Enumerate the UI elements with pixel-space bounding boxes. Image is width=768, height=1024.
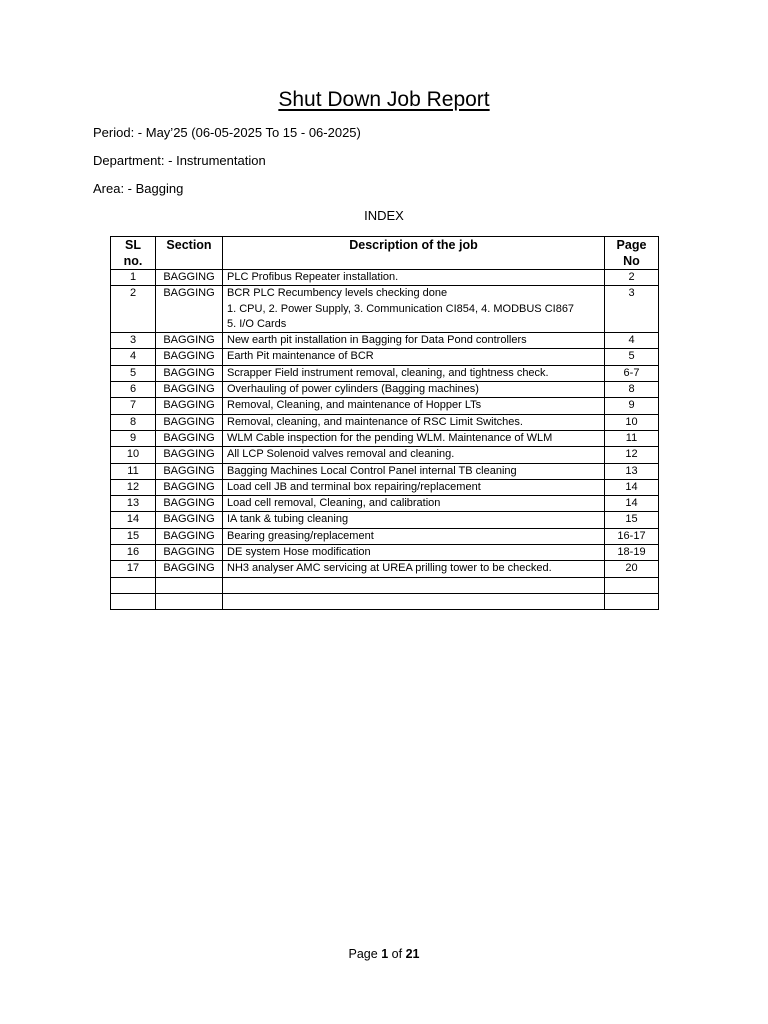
row-sl-no: 7 [111, 398, 156, 414]
row-description-line: 1. CPU, 2. Power Supply, 3. Communication CI854, 4. MODBUS CI867 [227, 302, 575, 315]
table-row [111, 561, 659, 577]
row-description [223, 349, 605, 365]
table-row [111, 382, 659, 398]
row-description-line: PLC Profibus Repeater installation. [227, 271, 399, 283]
row-description [223, 561, 605, 577]
table-row [111, 333, 659, 349]
department-line: Department: - Instrumentation [93, 153, 266, 168]
row-sl-no: 5 [111, 365, 156, 381]
row-description [223, 447, 605, 463]
header-description: Description of the job [223, 237, 605, 270]
row-sl-no: 11 [111, 463, 156, 479]
row-page-no: 9 [605, 398, 659, 414]
period-line: Period: - May’25 (06-05-2025 To 15 - 06-2025) [93, 125, 361, 140]
row-description-line: Removal, Cleaning, and maintenance of Hopper LTs [227, 399, 482, 412]
empty-cell [111, 577, 156, 593]
header-page-no [605, 237, 659, 270]
row-sl-no: 9 [111, 430, 156, 446]
row-description-line: New earth pit installation in Bagging for Data Pond controllers [227, 334, 527, 347]
table-row [111, 496, 659, 512]
table-row [111, 365, 659, 381]
row-sl-no: 15 [111, 528, 156, 544]
row-section: BAGGING [156, 463, 223, 479]
table-row [111, 270, 659, 286]
table-row [111, 528, 659, 544]
empty-cell [156, 593, 223, 609]
document-title: Shut Down Job Report [278, 88, 490, 111]
row-section: BAGGING [156, 479, 223, 495]
table-row [111, 349, 659, 365]
header-sl-line-1: SL [125, 238, 141, 252]
empty-table-row [111, 593, 659, 609]
header-page-line-2: No [623, 254, 640, 268]
row-sl-no: 12 [111, 479, 156, 495]
row-description-line: DE system Hose modification [227, 546, 371, 559]
table-row [111, 398, 659, 414]
table-header-row [111, 237, 659, 270]
row-section: BAGGING [156, 270, 223, 286]
row-section: BAGGING [156, 512, 223, 528]
row-sl-no: 4 [111, 349, 156, 365]
row-page-no: 5 [605, 349, 659, 365]
row-section: BAGGING [156, 382, 223, 398]
header-page-line-1: Page [616, 238, 647, 252]
row-section: BAGGING [156, 398, 223, 414]
row-section: BAGGING [156, 545, 223, 561]
table-body [111, 270, 659, 610]
row-sl-no: 16 [111, 545, 156, 561]
empty-cell [111, 593, 156, 609]
row-page-no: 8 [605, 382, 659, 398]
row-page-no: 14 [605, 496, 659, 512]
row-page-no: 12 [605, 447, 659, 463]
row-page-no: 10 [605, 414, 659, 430]
table-row [111, 414, 659, 430]
row-sl-no: 2 [111, 286, 156, 333]
header-sl-no [111, 237, 156, 270]
row-sl-no: 3 [111, 333, 156, 349]
row-page-no: 6-7 [605, 365, 659, 381]
header-sl-line-2: no. [123, 254, 143, 268]
row-page-no: 20 [605, 561, 659, 577]
row-description [223, 365, 605, 381]
row-description [223, 270, 605, 286]
row-description [223, 430, 605, 446]
index-heading: INDEX [364, 208, 404, 223]
row-section: BAGGING [156, 430, 223, 446]
empty-cell [223, 593, 605, 609]
row-section: BAGGING [156, 447, 223, 463]
empty-cell [605, 593, 659, 609]
row-description-line: Bearing greasing/replacement [227, 529, 374, 542]
table-row [111, 430, 659, 446]
row-page-no: 4 [605, 333, 659, 349]
row-description [223, 414, 605, 430]
row-page-no: 16-17 [605, 528, 659, 544]
footer-page-word: Page [348, 947, 378, 961]
row-description-line: Overhauling of power cylinders (Bagging machines) [227, 383, 479, 396]
row-description-line: 5. I/O Cards [227, 317, 287, 330]
row-sl-no: 10 [111, 447, 156, 463]
row-section: BAGGING [156, 333, 223, 349]
row-description-line: Load cell removal, Cleaning, and calibration [227, 497, 441, 510]
table-row [111, 545, 659, 561]
empty-cell [605, 577, 659, 593]
row-page-no: 2 [605, 270, 659, 286]
row-description [223, 512, 605, 528]
area-line: Area: - Bagging [93, 181, 184, 196]
row-description-line: BCR PLC Recumbency levels checking done [227, 287, 448, 300]
row-description [223, 528, 605, 544]
footer-total-pages: 21 [405, 947, 420, 961]
row-description [223, 463, 605, 479]
row-page-no: 15 [605, 512, 659, 528]
row-section: BAGGING [156, 286, 223, 333]
row-description [223, 496, 605, 512]
row-description-line: IA tank & tubing cleaning [227, 513, 349, 526]
row-description [223, 479, 605, 495]
page-footer [0, 947, 768, 961]
row-description [223, 333, 605, 349]
row-sl-no: 1 [111, 270, 156, 286]
row-section: BAGGING [156, 349, 223, 365]
row-sl-no: 6 [111, 382, 156, 398]
row-section: BAGGING [156, 528, 223, 544]
row-description [223, 398, 605, 414]
row-description-line: NH3 analyser AMC servicing at UREA prilling tower to be checked. [227, 562, 552, 575]
table-row [111, 479, 659, 495]
row-description [223, 545, 605, 561]
row-description-line: WLM Cable inspection for the pending WLM. Maintenance of WLM [227, 431, 553, 444]
footer-of-word: of [391, 947, 403, 961]
row-section: BAGGING [156, 365, 223, 381]
job-index-table [110, 236, 659, 610]
row-sl-no: 14 [111, 512, 156, 528]
row-description-line: Bagging Machines Local Control Panel internal TB cleaning [227, 464, 517, 477]
row-sl-no: 13 [111, 496, 156, 512]
header-section: Section [156, 237, 223, 270]
empty-cell [156, 577, 223, 593]
row-description-line: Removal, cleaning, and maintenance of RSC Limit Switches. [227, 415, 523, 428]
row-page-no: 11 [605, 430, 659, 446]
row-page-no: 14 [605, 479, 659, 495]
empty-cell [223, 577, 605, 593]
row-description-line: Load cell JB and terminal box repairing/replacement [227, 480, 481, 493]
empty-table-row [111, 577, 659, 593]
footer-current-page: 1 [381, 947, 389, 961]
row-sl-no: 17 [111, 561, 156, 577]
row-description [223, 382, 605, 398]
row-description-line: Scrapper Field instrument removal, cleaning, and tightness check. [227, 366, 549, 379]
row-sl-no: 8 [111, 414, 156, 430]
row-page-no: 18-19 [605, 545, 659, 561]
row-page-no: 13 [605, 463, 659, 479]
table-row [111, 512, 659, 528]
table-row [111, 447, 659, 463]
row-description-line: Earth Pit maintenance of BCR [227, 350, 374, 363]
row-description [223, 286, 605, 333]
table-row [111, 286, 659, 333]
table-row [111, 463, 659, 479]
row-section: BAGGING [156, 414, 223, 430]
row-page-no: 3 [605, 286, 659, 333]
row-section: BAGGING [156, 561, 223, 577]
row-section: BAGGING [156, 496, 223, 512]
row-description-line: All LCP Solenoid valves removal and cleaning. [227, 448, 455, 461]
